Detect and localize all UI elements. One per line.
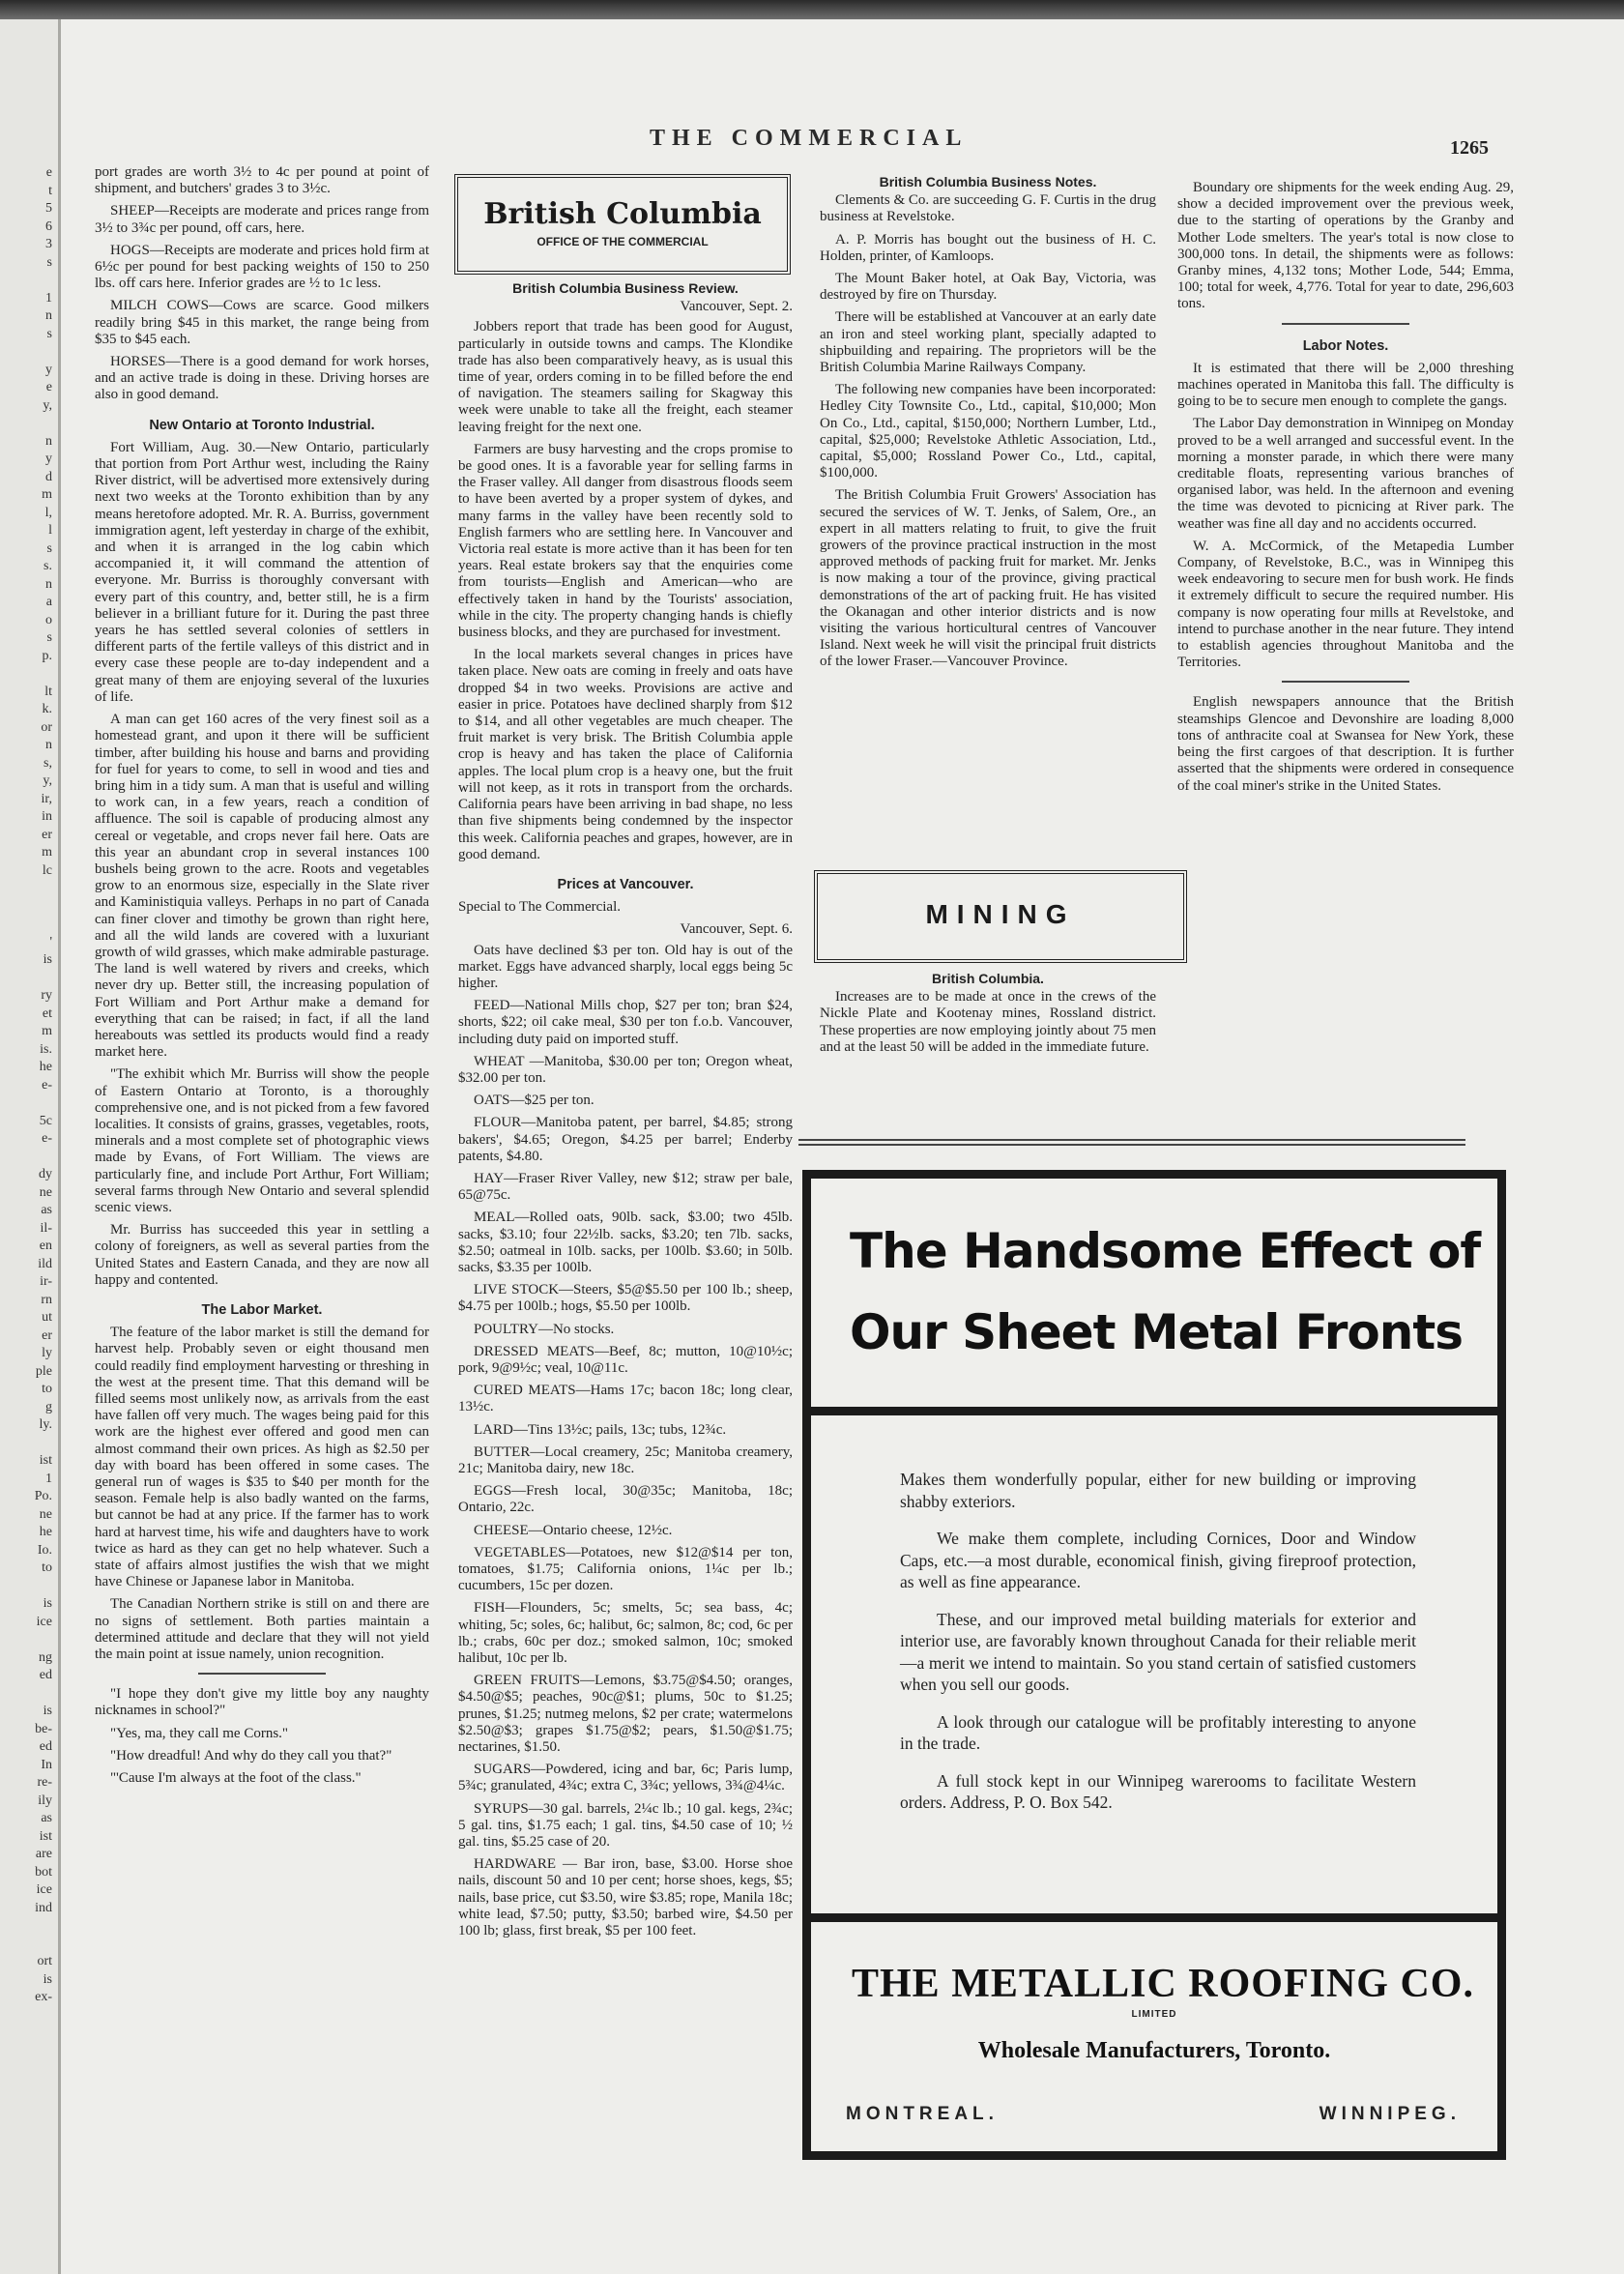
gutter-fragment: ' <box>49 934 52 949</box>
gutter-fragment: e <box>45 380 52 394</box>
article-heading: British Columbia. <box>932 971 1044 986</box>
gutter-fragment: 3 <box>45 237 52 251</box>
gutter-fragment: l <box>48 523 52 538</box>
gutter-fragment: ed <box>39 1668 52 1682</box>
article-paragraph: VEGETABLES—Potatoes, new $12@$14 per ton, tomatoes, $1.75; California onions, 1¼c per lb.; cucumbers, 15c per dozen. <box>458 1544 793 1594</box>
gutter-fragment: ry <box>41 988 52 1003</box>
ad-paragraph: We make them complete, including Cornices, Door and Window Caps, etc.—a most durable, economical finish, giving fireproof protection, as well as fine appearance. <box>900 1529 1416 1591</box>
gutter-fragment: e- <box>42 1077 52 1093</box>
british-columbia-banner <box>454 174 791 275</box>
dateline: Vancouver, Sept. 2. <box>680 299 793 315</box>
gutter-fragment: lt <box>44 684 52 699</box>
gutter-fragment: il- <box>40 1220 52 1236</box>
gutter-fragment <box>2 415 52 433</box>
adjacent-page-text <box>2 164 52 2007</box>
ad-headline-line-1: The Handsome Effect of <box>850 1223 1481 1279</box>
article-paragraph: DRESSED MEATS—Beef, 8c; mutton, 10@10½c; pork, 9@9½c; veal, 10@11c. <box>458 1343 793 1376</box>
article-paragraph: LIVE STOCK—Steers, $5@$5.50 per 100 lb.; sheep, $4.75 per 100lb.; hogs, $5.50 per 100lb. <box>458 1282 793 1315</box>
ad-limited-label: LIMITED <box>1131 2009 1177 2020</box>
article-paragraph: WHEAT —Manitoba, $30.00 per ton; Oregon wheat, $32.00 per ton. <box>458 1053 793 1086</box>
gutter-fragment: s <box>46 254 52 270</box>
article-paragraph: GREEN FRUITS—Lemons, $3.75@$4.50; oranges, $4.50@$5; peaches, 90c@$1; plums, 50c to $1.25; prunes, $1.25; nutmeg melons, $2 per crate; watermelons $2.50@$3; grapes $1.75@$2; pears, $1.50@$1.75; nectarines, $1.50. <box>458 1673 793 1756</box>
article-paragraph: The Canadian Northern strike is still on and there are no signs of settlement. Both parties maintain a determined attitude and declare that they will not yield the main point at issue namely, union recognition. <box>95 1596 429 1663</box>
article-heading: New Ontario at Toronto Industrial. <box>149 417 375 433</box>
gutter-fragment: s <box>46 630 52 645</box>
article-paragraph: English newspapers announce that the British steamships Glencoe and Devonshire are loading 8,000 tons of anthracite coal at Swansea for New York, these being the first cargoes of that description. It is further asserted that the shipments were ordered in consequence of the coal miner's strike in the United States. <box>1177 694 1514 794</box>
page-number: 1265 <box>1450 137 1489 159</box>
article-paragraph: "I hope they don't give my little boy any naughty nicknames in school?" <box>95 1686 429 1719</box>
article-paragraph: The following new companies have been incorporated: Hedley City Townsite Co., Ltd., capital, $10,000; Mon On Co., Ltd., capital, $150,000; Northern Lumber, Ltd., capital, $25,000; Revelstoke Athletic Association, Ltd., capital, $5,000; Rossland Power Co., Ltd., capital, $100,000. <box>820 382 1156 481</box>
mining-title: MINING <box>925 899 1076 929</box>
gutter-fragment: et <box>42 1006 52 1021</box>
article-paragraph: port grades are worth 3½ to 4c per pound at point of shipment, and butchers' grades 3 to 3½c. <box>95 164 429 197</box>
gutter-fragment: ng <box>39 1649 52 1665</box>
ad-company-name: THE METALLIC ROOFING CO. <box>852 1962 1474 2006</box>
article-paragraph: HAY—Fraser River Valley, new $12; straw per bale, 65@75c. <box>458 1170 793 1204</box>
gutter-fragment: is <box>43 1704 52 1718</box>
gutter-fragment: Io. <box>37 1542 52 1558</box>
article-heading: Labor Notes. <box>1302 337 1389 354</box>
gutter-fragment: in <box>42 809 52 824</box>
article-paragraph: BUTTER—Local creamery, 25c; Manitoba creamery, 21c; Manitoba dairy, new 18c. <box>458 1443 793 1476</box>
gutter-fragment: rn <box>41 1292 52 1307</box>
gutter-fragment: ne <box>39 1184 52 1200</box>
gutter-fragment: he <box>39 1525 52 1539</box>
ad-paragraph: These, and our improved metal building materials for exterior and interior use, are favorably known throughout Canada for their reliable merit—a merit we intend to maintain. So you stand certain of satisfied customers when you sell our goods. <box>900 1609 1416 1694</box>
article-paragraph: The Mount Baker hotel, at Oak Bay, Victoria, was destroyed by fire on Thursday. <box>820 271 1156 304</box>
gutter-fragment: is. <box>40 1041 52 1057</box>
gutter-fragment <box>2 272 52 290</box>
column-2 <box>458 280 793 1945</box>
article-paragraph: There will be established at Vancouver at an early date an iron and steel working plant, specially adapted to shipbuilding and repairing. The proprietors will be the British Columbia Marine Railways Company. <box>820 309 1156 376</box>
article-paragraph: OATS—$25 per ton. <box>474 1093 594 1109</box>
gutter-fragment: y <box>45 362 52 377</box>
gutter-fragment <box>2 898 52 917</box>
ad-headline-block <box>811 1179 1497 1415</box>
gutter-fragment: be- <box>35 1721 52 1736</box>
ad-paragraph: A look through our catalogue will be profitably interesting to anyone in the trade. <box>900 1711 1416 1753</box>
article-paragraph: "The exhibit which Mr. Burriss will show the people of Eastern Ontario at Toronto, is a thoroughly comprehensive one, and is not picked from a few favored localities. It consists of grains, grasses, vegetables, roots, minerals and a most complete set of photographic views made by Evans, of Fort William. The views are particularly fine, and include Port Arthur, Fort William; several farms through New Ontario and several splendid scenic views. <box>95 1066 429 1215</box>
article-paragraph: Jobbers report that trade has been good for August, particularly in outside towns and camps. The Klondike trade has also been comparatively heavy, as is usual this time of year, orders coming in to be filled before the end of navigation. The steamers sailing for Skagway this week were unable to take all the freight, each steamer leaving freight for the next one. <box>458 319 793 435</box>
gutter-fragment: ex- <box>35 1990 52 2004</box>
gutter-fragment: ut <box>42 1310 52 1325</box>
gutter-fragment: to <box>42 1560 52 1575</box>
gutter-fragment: ly. <box>39 1417 52 1432</box>
gutter-fragment: t <box>48 183 52 198</box>
gutter-fragment <box>2 1149 52 1167</box>
gutter-fragment: e <box>45 165 52 180</box>
gutter-fragment: 1 <box>45 1471 52 1486</box>
gutter-fragment: p. <box>42 648 52 663</box>
gutter-fragment: l, <box>44 505 52 520</box>
ad-headline-line-2: Our Sheet Metal Fronts <box>850 1304 1463 1360</box>
gutter-fragment: er <box>42 1327 52 1343</box>
article-paragraph: A. P. Morris has bought out the business of H. C. Holden, printer, of Kamloops. <box>820 231 1156 264</box>
ad-company-block <box>811 1913 1497 2151</box>
gutter-fragment: a <box>45 595 52 609</box>
column-rule <box>1282 681 1409 683</box>
article-paragraph: CURED MEATS—Hams 17c; bacon 18c; long clear, 13½c. <box>458 1383 793 1415</box>
gutter-fragment <box>2 970 52 988</box>
ad-body-copy <box>900 1469 1416 1829</box>
article-paragraph: Boundary ore shipments for the week ending Aug. 29, show a decided improvement over the previous week, due to the starting of operations by the Granby and Mother Lode smelters. The year's total is now close to 300,000 tons. In detail, the shipments were as follows: Granby mines, 4,132 tons; Mother Lode, 544; Emma, 100; total for week, 4,776. Total for year to date, 296,603 tons. <box>1177 180 1514 312</box>
gutter-fragment <box>2 1917 52 1936</box>
article-paragraph: HOGS—Receipts are moderate and prices hold firm at 6½c per pound for best packing weights of 150 to 250 lbs. off cars here. Inferior grades are ½ to 1c less. <box>95 242 429 292</box>
adjacent-page-strip <box>0 19 61 2274</box>
gutter-fragment: er <box>42 827 52 842</box>
gutter-fragment: bot <box>35 1864 52 1880</box>
gutter-fragment: ort <box>37 1954 52 1968</box>
gutter-fragment: 6 <box>45 219 52 234</box>
article-paragraph: HARDWARE — Bar iron, base, $3.00. Horse shoe nails, discount 50 and 10 per cent; horse shoes, kegs, $5; nails, base price, cut $3.50, wire $3.85; rope, Manila 18c; white lead, $7.50; putty, $3.50; barbed wire, $4.50 per 100 lb; glass, first break, $5 per 100 feet. <box>458 1856 793 1939</box>
gutter-fragment: are <box>35 1847 52 1861</box>
gutter-fragment <box>2 1578 52 1596</box>
gutter-fragment: ily <box>38 1793 52 1808</box>
gutter-fragment: s. <box>44 559 52 573</box>
article-paragraph: LARD—Tins 13½c; pails, 13c; tubs, 12¾c. <box>474 1421 727 1438</box>
gutter-fragment: y, <box>43 397 52 413</box>
article-paragraph: FLOUR—Manitoba patent, per barrel, $4.85; strong bakers', $4.65; Oregon, $4.25 per barrel; Enderby patents, $4.80. <box>458 1115 793 1164</box>
gutter-fragment <box>2 916 52 934</box>
article-paragraph: CHEESE—Ontario cheese, 12½c. <box>474 1522 673 1538</box>
gutter-fragment: he <box>39 1060 52 1074</box>
article-heading: British Columbia Business Notes. <box>879 174 1097 190</box>
ad-city-montreal: MONTREAL. <box>846 2104 999 2124</box>
article-paragraph: The Labor Day demonstration in Winnipeg on Monday proved to be a well arranged and successful event. In the morning a monster parade, in which there were many creditable floats, representing various branches of organised labor, was held. In the afternoon and evening the time was devoted to picnicing at River park. The weather was fine all day and no accidents occurred. <box>1177 416 1514 532</box>
article-paragraph: Clements & Co. are succeeding G. F. Curtis in the drug business at Revelstoke. <box>820 192 1156 225</box>
gutter-fragment: ple <box>35 1363 52 1379</box>
scan-top-edge <box>0 0 1624 19</box>
gutter-fragment <box>2 665 52 684</box>
banner-title: British Columbia <box>483 197 762 231</box>
gutter-fragment <box>2 880 52 898</box>
column-3-mining <box>820 971 1156 1062</box>
gutter-fragment: y <box>45 452 52 466</box>
column-1 <box>95 164 429 1793</box>
article-paragraph: "Yes, ma, they call me Corns." <box>110 1725 289 1741</box>
gutter-fragment: n <box>45 576 52 592</box>
gutter-fragment: m <box>42 487 52 502</box>
gutter-fragment: m <box>42 1024 52 1038</box>
gutter-fragment: y, <box>43 773 52 788</box>
article-paragraph: A man can get 160 acres of the very finest soil as a homestead grant, and upon it there will be sufficient timber, after building his house and barns and providing for fuel for years to come, to sell in wood and ties and bring him in a tidy sum. A man that is useful and willing to work can, in a few years, reach a condition of affluence. The soil is capable of producing almost any cereal or vegetable, and crops never fail here. Oats are this year an abundant crop in several instances 100 bushels being grown to the acre. Roots and vegetables grow to an enormous size, especially in the Slate river and Kaministiquia valleys. Perhaps in no part of Canada can finer clover and timothy be grown than right here, and all the wild lands are covered with a luxuriant growth of wild grasses, which make admirable pasturage. The land is well watered by rivers and creeks, which never dry up. Better still, the increasing population of Fort William and Port Arthur make a demand for everything that can be raised; in fact, if all the land hereabouts was settled its products would find a ready market here. <box>95 712 429 1061</box>
gutter-fragment: ir- <box>40 1274 52 1289</box>
article-paragraph: HORSES—There is a good demand for work horses, and an active trade is doing in these. Driving horses are also in good demand. <box>95 354 429 403</box>
gutter-fragment: to <box>42 1382 52 1396</box>
ad-city-winnipeg: WINNIPEG. <box>1319 2104 1461 2124</box>
banner-subtitle: OFFICE OF THE COMMERCIAL <box>536 235 709 248</box>
article-paragraph: MEAL—Rolled oats, 90lb. sack, $3.00; two 45lb. sacks, $3.10; four 22½lb. sacks, $3.20; ten 7lb. sacks, $2.50; oatmeal in 10lb. sacks, per 100lb. $3.60; in 50lb. sacks, $3.35 per 100lb. <box>458 1210 793 1275</box>
gutter-fragment: ice <box>36 1614 52 1629</box>
dateline: Vancouver, Sept. 6. <box>680 921 793 938</box>
metallic-roofing-advertisement <box>802 1170 1506 2160</box>
gutter-fragment: n <box>45 433 52 449</box>
gutter-fragment: n <box>45 308 52 323</box>
ad-paragraph: Makes them wonderfully popular, either for new building or improving shabby exteriors. <box>900 1470 1416 1511</box>
gutter-fragment: as <box>41 1811 52 1825</box>
gutter-fragment: 5c <box>39 1113 52 1128</box>
article-heading: Prices at Vancouver. <box>557 876 694 892</box>
article-paragraph: The British Columbia Fruit Growers' Association has secured the services of W. T. Jenks, of Salem, Ore., an expert in all matters relating to fruit, to give the fruit growers of the province practical instruction in the most approved methods of packing fruit for market. Mr. Jenks is now making a tour of the province, giving practical demonstrations of the art of packing fruit. He has visited the Okanagan and other interior districts and is now visiting the various horticultural centres of Vancouver Island. Next week he will visit the principal fruit districts of the lower Fraser.—Vancouver Province. <box>820 487 1156 670</box>
gutter-fragment <box>2 1685 52 1704</box>
gutter-fragment: In <box>41 1757 52 1772</box>
column-rule <box>198 1673 325 1675</box>
article-paragraph: Mr. Burriss has succeeded this year in settling a colony of foreigners, as well as several parties from the United States and Eastern Canada, and they are now all happy and contented. <box>95 1222 429 1288</box>
article-paragraph: POULTRY—No stocks. <box>474 1321 615 1337</box>
gutter-fragment: s <box>46 540 52 556</box>
gutter-fragment: en <box>39 1239 52 1253</box>
ad-paragraph: A full stock kept in our Winnipeg warerooms to facilitate Western orders. Address, P. O. Box 542. <box>900 1770 1416 1812</box>
gutter-fragment: is <box>43 952 52 967</box>
gutter-fragment: dy <box>39 1167 52 1181</box>
article-paragraph: FISH—Flounders, 5c; smelts, 5c; sea bass, 4c; whiting, 5c; soles, 6c; halibut, 6c; salmon, 8c; cod, 6c per lb.; crabs, 60c per doz.; smoked salmon, 10c; smoked halibut, 10c per lb. <box>458 1600 793 1667</box>
gutter-fragment <box>2 1631 52 1649</box>
gutter-fragment: o <box>45 612 52 627</box>
column-3 <box>820 174 1156 677</box>
gutter-fragment <box>2 343 52 362</box>
gutter-fragment: ist <box>39 1453 52 1468</box>
article-paragraph: Oats have declined $3 per ton. Old hay is out of the market. Eggs have advanced sharply, local eggs being 5c higher. <box>458 942 793 991</box>
gutter-fragment: k. <box>42 702 52 716</box>
gutter-fragment: ne <box>39 1506 52 1522</box>
gutter-fragment <box>2 1094 52 1113</box>
gutter-fragment: lc <box>42 862 52 878</box>
gutter-fragment: ir, <box>41 791 52 806</box>
gutter-fragment: or <box>41 719 52 735</box>
masthead-title: THE COMMERCIAL <box>650 126 969 151</box>
gutter-fragment: ind <box>35 1900 52 1915</box>
article-paragraph: "How dreadful! And why do they call you that?" <box>110 1747 392 1764</box>
gutter-fragment: d <box>45 469 52 484</box>
article-paragraph: EGGS—Fresh local, 30@35c; Manitoba, 18c; Ontario, 22c. <box>458 1483 793 1516</box>
gutter-fragment: 5 <box>45 201 52 216</box>
gutter-fragment: re- <box>37 1775 52 1790</box>
gutter-fragment: s, <box>44 755 52 771</box>
gutter-fragment: ist <box>39 1828 52 1844</box>
article-paragraph: SHEEP—Receipts are moderate and prices range from 3½ to 3¾c per pound, off cars, here. <box>95 203 429 236</box>
article-paragraph: Special to The Commercial. <box>458 899 622 916</box>
gutter-fragment: is <box>43 1971 52 1987</box>
article-paragraph: "'Cause I'm always at the foot of the class." <box>110 1770 362 1787</box>
gutter-fragment: ed <box>39 1739 52 1754</box>
article-paragraph: The feature of the labor market is still the demand for harvest help. Probably seven or eight thousand men could readily find employment harvesting or threshing in the west at the present time. That this demand will be filled seems most unlikely now, as arrivals from the east have fallen off very much. The wages being paid for this work are the highest ever offered and good men can almost command their own prices. As high as $2.50 per day with board has been offered in some cases. The general run of wages is $35 to $40 per month for the season. Female help is also badly wanted on the farms, but cannot be had at any price. If the farmer has to work hard at harvest time, his wife and daughters have to work twice as hard as they can get no help whatever. Such a state of affairs almost justifies the wish that we might have Chinese or Japanese labor in Manitoba. <box>95 1325 429 1590</box>
gutter-fragment: s <box>46 326 52 341</box>
ad-wholesale-line: Wholesale Manufacturers, Toronto. <box>977 2038 1331 2063</box>
column-4 <box>1177 180 1514 801</box>
gutter-fragment: g <box>45 1399 52 1414</box>
gutter-fragment: m <box>42 845 52 860</box>
gutter-fragment: ly <box>42 1346 52 1360</box>
article-paragraph: MILCH COWS—Cows are scarce. Good milkers readily bring $45 in this market, the range being from $35 to $45 each. <box>95 298 429 347</box>
article-heading: British Columbia Business Review. <box>512 280 739 296</box>
column-rule <box>1282 323 1409 325</box>
article-paragraph: It is estimated that there will be 2,000 threshing machines operated in Manitoba this fall. The difficulty is going to be to secure men enough to complete the gangs. <box>1177 360 1514 410</box>
article-paragraph: SYRUPS—30 gal. barrels, 2¼c lb.; 10 gal. kegs, 2¾c; 5 gal. tins, $1.75 each; 1 gal. tins, $4.50 case of 10; ½ gal. tins, $5.25 case of 20. <box>458 1800 793 1851</box>
gutter-fragment: 1 <box>45 290 52 306</box>
gutter-fragment: e- <box>42 1131 52 1146</box>
gutter-fragment <box>2 1435 52 1453</box>
section-divider <box>798 1139 1465 1146</box>
article-paragraph: W. A. McCormick, of the Metapedia Lumber Company, of Revelstoke, B.C., was in Winnipeg this week endeavoring to secure men for bush work. He finds it extremely difficult to secure the required number. His company is now operating four mills at Revelstoke, and intend to purchase another in the near future. They intend to establish agencies throughout Manitoba and the Territories. <box>1177 538 1514 671</box>
article-paragraph: Fort William, Aug. 30.—New Ontario, particularly that portion from Port Arthur west, including the Rainy River district, will be advertised more extensively during next two weeks at the Toronto exhibition than by any means heretofore adopted. Mr. R. A. Burriss, government immigration agent, left yesterday in charge of the exhibit, and when it is arranged in the log cabin which accompanied it, it will command the attention of everyone. Mr. Burriss is thoroughly conversant with every part of this country, and, better still, he is a firm believer in a brilliant future for it. During the past three years he has settled several colonies of settlers in different parts of the fertile valleys of this district and in every case these people are to-day independent and a great many of them are enjoying several of the luxuries of life. <box>95 439 429 705</box>
gutter-fragment: n <box>45 738 52 752</box>
gutter-fragment: Po. <box>34 1489 52 1503</box>
article-paragraph: FEED—National Mills chop, $27 per ton; bran $24, shorts, $22; oil cake meal, $30 per ton f.o.b. Vancouver, including duty paid on imported stuff. <box>458 998 793 1047</box>
gutter-fragment: as <box>41 1203 52 1217</box>
gutter-fragment <box>2 1936 52 1954</box>
article-paragraph: Farmers are busy harvesting and the crops promise to be good ones. It is a favorable year for selling farms in the Fraser valley. All danger from disastrous floods seem to have been averted by a proper system of dykes, and many farms in the valley have been recently sold to English farmers who are settling here. In Vancouver and Victoria real estate is more active than it has been for ten years. Real estate brokers say that the enquiries come from tourists—English and American—who are effectively taken in hand by the Tourists' association, while in the city. The property changing hands is chiefly business blocks, and they are purchased for investment. <box>458 441 793 641</box>
article-paragraph: SUGARS—Powdered, icing and bar, 6c; Paris lump, 5¾c; granulated, 4¾c; extra C, 3¾c; yellows, 3¾@4¼c. <box>458 1762 793 1794</box>
gutter-fragment: ild <box>38 1256 52 1271</box>
mining-banner <box>814 870 1187 963</box>
article-paragraph: Increases are to be made at once in the crews of the Nickle Plate and Kootenay mines, Rossland district. These properties are now employing jointly about 75 men and at the least 50 will be added in the immediate future. <box>820 989 1156 1055</box>
gutter-fragment: ice <box>36 1882 52 1897</box>
article-paragraph: In the local markets several changes in prices have taken place. New oats are coming in freely and oats have dropped $4 in two weeks. Provisions are active and easier in price. Potatoes have declined sharply from $12 to $14, and all other vegetables are much cheaper. The fruit market is very brisk. The British Columbia apple crop is heavy and has taken the place of California apples. The local plum crop is a heavy one, but the fruit will not keep, as it rots in transport from the orchards. California pears have been arriving in bad shape, no less than five shipments being condemned by the inspector this week. California peaches and grapes, however, are in good demand. <box>458 647 793 862</box>
gutter-fragment: is <box>43 1596 52 1611</box>
article-heading: The Labor Market. <box>201 1302 323 1318</box>
